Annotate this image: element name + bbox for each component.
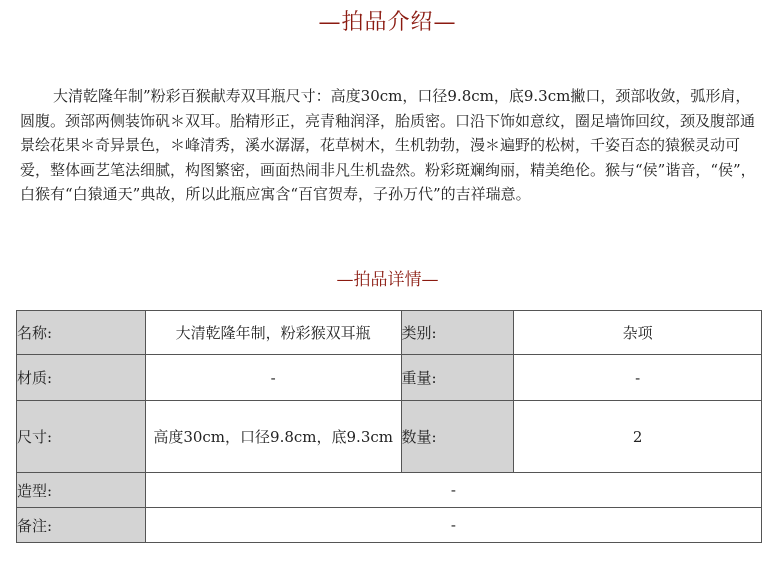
intro-paragraph: 大清乾隆年制”粉彩百猴献寿双耳瓶尺寸：高度30cm，口径9.8cm，底9.3cm撇口，颈部收敛，弧形肩，圆腹。颈部两侧装饰矾＊双耳。胎精形正，亮青釉润泽，胎质密。口沿下饰如意纹，圈足墙饰回纹，颈及腹部通景绘花果＊奇异景色，＊峰清秀，溪水潺潺，花草树木，生机勃勃，漫＊遍野的松树，千姿百态的猿猴灵动可爱，整体画艺笔法细腻，构图繁密，画面热闹非凡生机盎然。粉彩斑斓绚丽，精美绝伦。猴与“侯”谐音，“侯”，白猴有“白猿通天”典故，所以此瓶应寓含“百官贺寿，子孙万代”的吉祥瑞意。 bbox=[20, 87, 756, 203]
size-label: 尺寸: bbox=[17, 401, 146, 473]
intro-section-title: —拍品介绍— bbox=[318, 10, 457, 35]
category-label: 类别: bbox=[401, 311, 514, 355]
size-value: 高度30cm，口径9.8cm，底9.3cm bbox=[145, 401, 401, 473]
table-row bbox=[17, 401, 762, 473]
material-label: 材质: bbox=[17, 355, 146, 401]
name-value: 大清乾隆年制，粉彩猴双耳瓶 bbox=[145, 311, 401, 355]
note-label: 备注: bbox=[17, 508, 146, 543]
name-label: 名称: bbox=[17, 311, 146, 355]
table-row bbox=[17, 311, 762, 355]
table-row bbox=[17, 473, 762, 508]
category-value: 杂项 bbox=[514, 311, 762, 355]
weight-value: - bbox=[514, 355, 762, 401]
table-row bbox=[17, 508, 762, 543]
note-value: - bbox=[145, 508, 761, 543]
material-value: - bbox=[145, 355, 401, 401]
weight-label: 重量: bbox=[401, 355, 514, 401]
shape-label: 造型: bbox=[17, 473, 146, 508]
detail-section-title: —拍品详情— bbox=[336, 270, 439, 290]
shape-value: - bbox=[145, 473, 761, 508]
quantity-label: 数量: bbox=[401, 401, 514, 473]
quantity-value: 2 bbox=[514, 401, 762, 473]
table-row bbox=[17, 355, 762, 401]
details-table bbox=[16, 310, 762, 543]
